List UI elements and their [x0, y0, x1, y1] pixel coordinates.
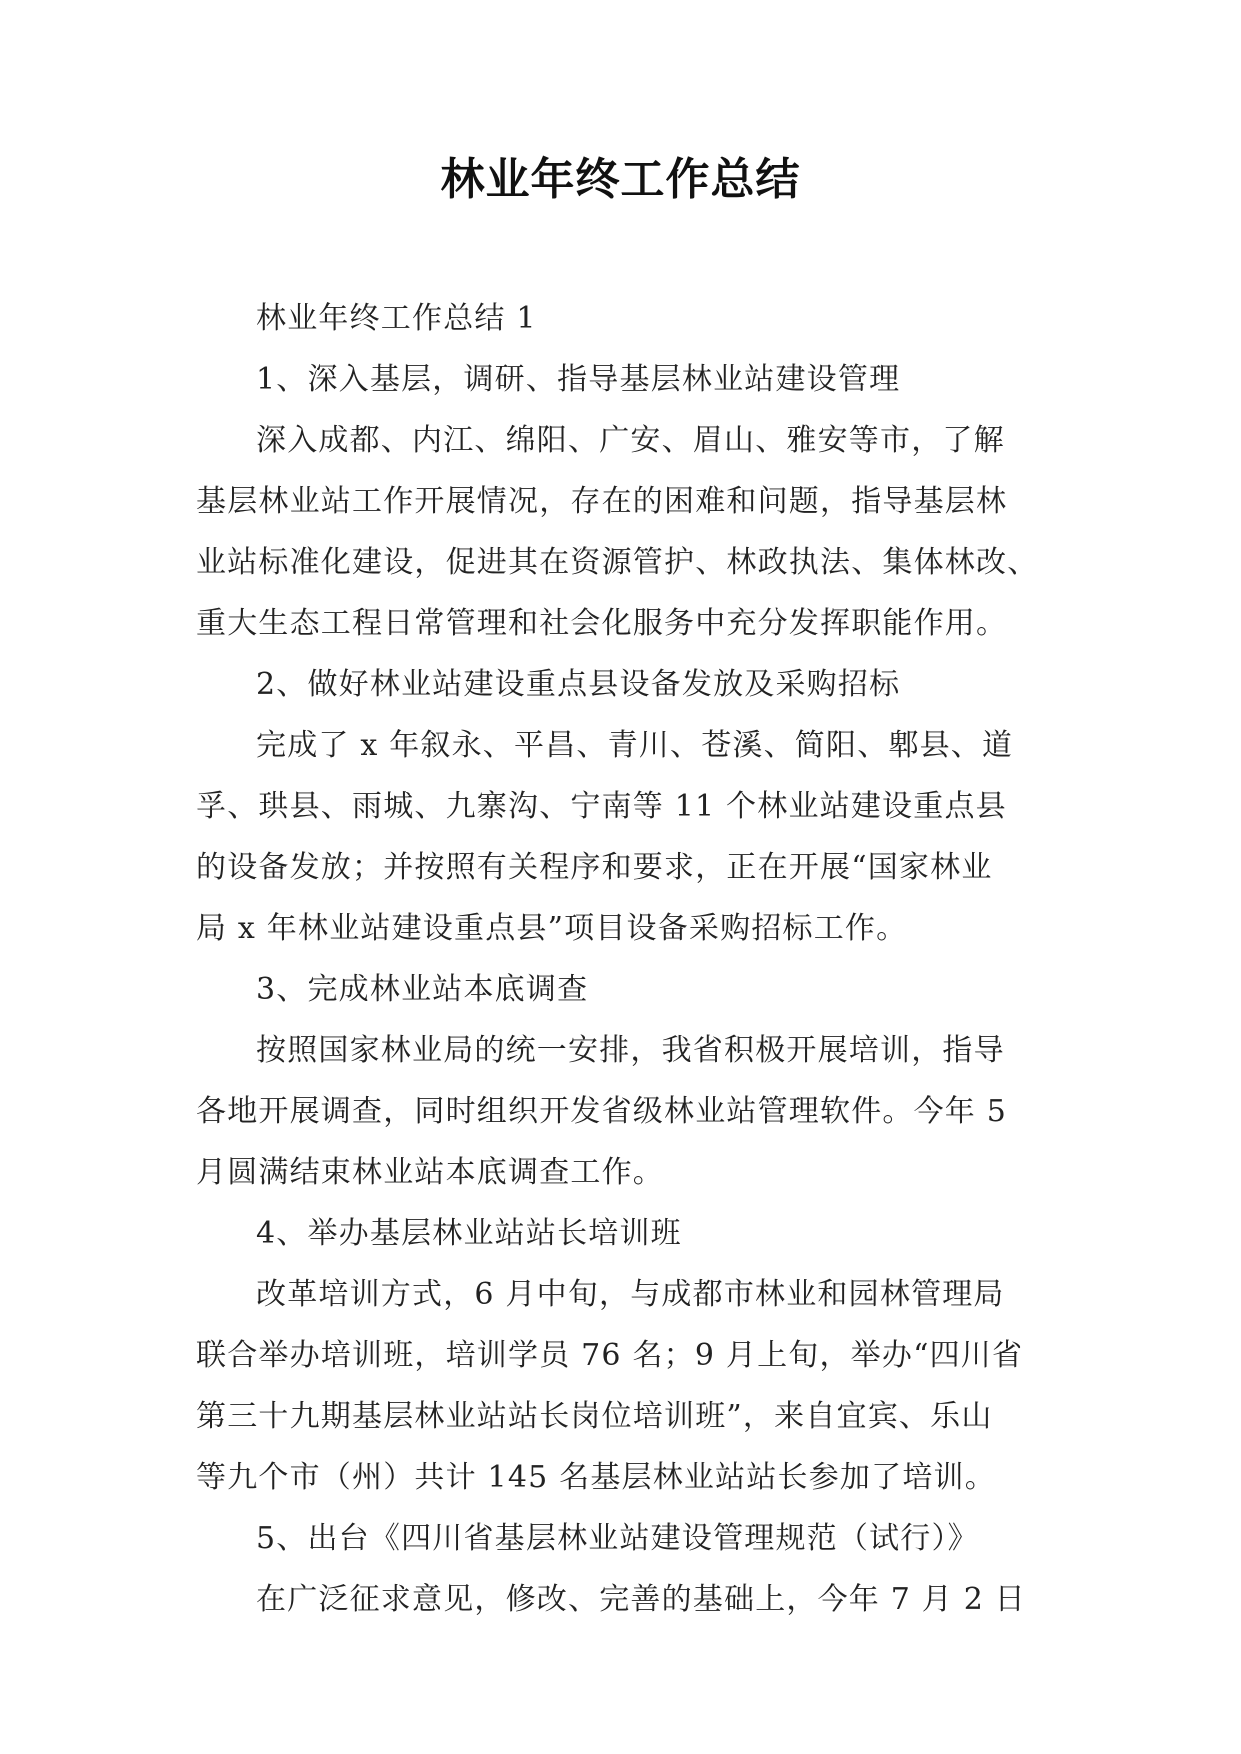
text-line: 按照国家林业局的统一安排，我省积极开展培训，指导	[256, 1033, 1005, 1068]
text-line: 等九个市（州）共计 145 名基层林业站站长参加了培训。	[196, 1460, 996, 1495]
text-line: 3、完成林业站本底调查	[256, 972, 589, 1007]
text-line: 在广泛征求意见，修改、完善的基础上，今年 7 月 2 日	[256, 1582, 1026, 1617]
document-title: 林业年终工作总结	[440, 154, 801, 205]
text-line: 2、做好林业站建设重点县设备发放及采购招标	[256, 667, 901, 702]
text-line: 1、深入基层，调研、指导基层林业站建设管理	[256, 362, 901, 397]
text-line: 月圆满结束林业站本底调查工作。	[196, 1155, 664, 1190]
document-body	[196, 288, 1056, 1630]
text-line: 的设备发放；并按照有关程序和要求，正在开展“国家林业	[196, 850, 993, 885]
text-line: 孚、珙县、雨城、九寨沟、宁南等 11 个林业站建设重点县	[196, 789, 1007, 824]
text-line: 联合举办培训班，培训学员 76 名；9 月上旬，举办“四川省	[196, 1338, 1024, 1373]
text-line: 深入成都、内江、绵阳、广安、眉山、雅安等市，了解	[256, 423, 1005, 458]
text-line: 5、出台《四川省基层林业站建设管理规范（试行）》	[256, 1521, 979, 1556]
text-line: 完成了 x 年叙永、平昌、青川、苍溪、简阳、郫县、道	[256, 728, 1014, 763]
text-line: 各地开展调查，同时组织开发省级林业站管理软件。今年 5	[196, 1094, 1008, 1129]
text-line: 业站标准化建设，促进其在资源管护、林政执法、集体林改、	[196, 545, 1039, 580]
text-line: 重大生态工程日常管理和社会化服务中充分发挥职能作用。	[196, 606, 1008, 641]
text-line: 4、举办基层林业站站长培训班	[256, 1216, 682, 1251]
text-line: 改革培训方式，6 月中旬，与成都市林业和园林管理局	[256, 1277, 1005, 1312]
text-line: 局 x 年林业站建设重点县”项目设备采购招标工作。	[196, 911, 908, 946]
text-line: 第三十九期基层林业站站长岗位培训班”，来自宜宾、乐山	[196, 1399, 993, 1434]
text-line: 林业年终工作总结 1	[256, 301, 537, 336]
text-line: 基层林业站工作开展情况，存在的困难和问题，指导基层林	[196, 484, 1008, 519]
